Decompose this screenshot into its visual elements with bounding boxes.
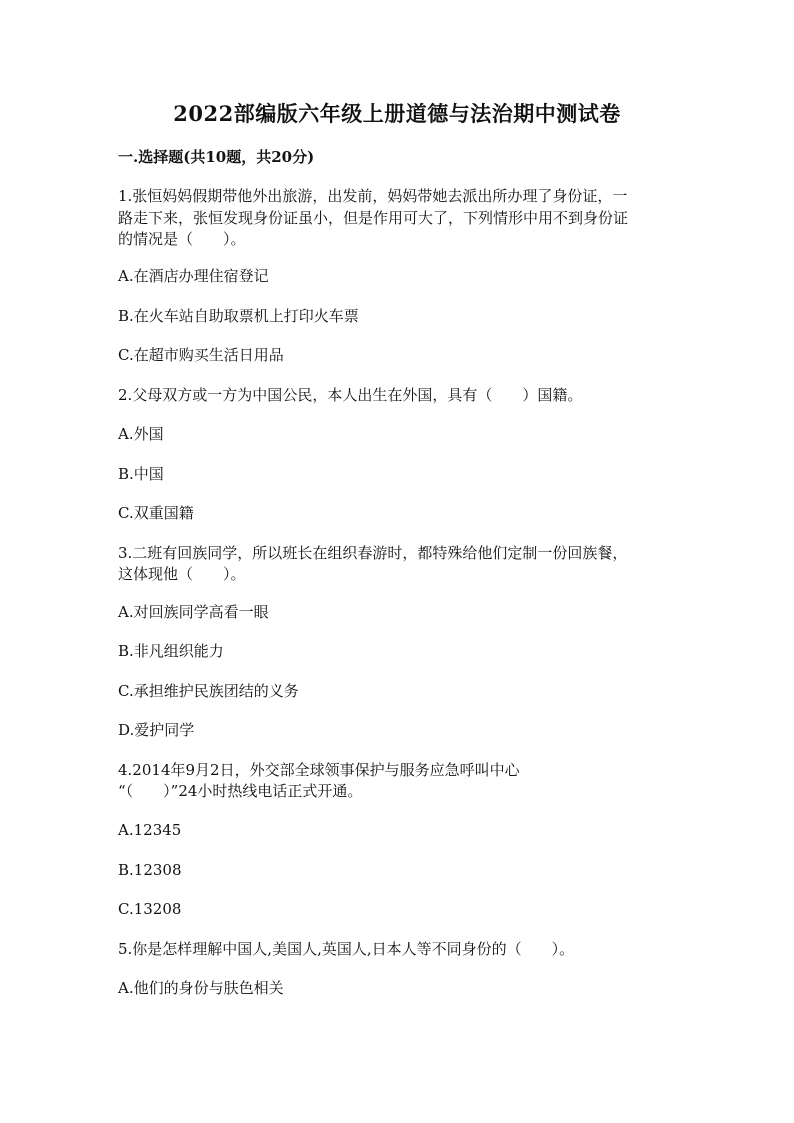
question-3-option-b: B.非凡组织能力 — [118, 642, 224, 660]
question-2-option-a: A.外国 — [118, 425, 164, 443]
question-1-line-3: 的情况是（ ）。 — [118, 230, 246, 248]
question-1-option-b: B.在火车站自助取票机上打印火车票 — [118, 307, 359, 325]
page-title: 2022部编版六年级上册道德与法治期中测试卷 — [173, 101, 621, 126]
question-1-line-2: 路走下来，张恒发现身份证虽小，但是作用可大了，下列情形中用不到身份证 — [118, 209, 629, 227]
question-1-option-c: C.在超市购买生活日用品 — [118, 346, 284, 364]
question-2-line-1: 2.父母双方或一方为中国公民，本人出生在外国，具有（ ）国籍。 — [118, 386, 583, 404]
question-5-line-1: 5.你是怎样理解中国人,美国人,英国人,日本人等不同身份的（ ）。 — [118, 940, 575, 958]
question-3-option-d: D.爱护同学 — [118, 721, 195, 739]
question-1-line-1: 1.张恒妈妈假期带他外出旅游，出发前，妈妈带她去派出所办理了身份证，一 — [118, 187, 628, 205]
question-5-option-a: A.他们的身份与肤色相关 — [118, 979, 284, 997]
question-2-option-c: C.双重国籍 — [118, 504, 194, 522]
question-3-option-c: C.承担维护民族团结的义务 — [118, 682, 299, 700]
question-3-option-a: A.对回族同学高看一眼 — [118, 603, 269, 621]
question-4-option-a: A.12345 — [118, 821, 182, 839]
question-1-option-a: A.在酒店办理住宿登记 — [118, 267, 269, 285]
question-4-option-b: B.12308 — [118, 861, 182, 879]
question-3-line-2: 这体现他（ ）。 — [118, 565, 246, 583]
question-4-line-2: “（ ）”24小时热线电话正式开通。 — [118, 782, 363, 800]
question-4-line-1: 4.2014年9月2日，外交部全球领事保护与服务应急呼叫中心 — [118, 761, 520, 779]
question-4-option-c: C.13208 — [118, 900, 182, 918]
question-2-option-b: B.中国 — [118, 465, 164, 483]
section-heading: 一.选择题(共10题，共20分) — [118, 148, 315, 166]
question-3-line-1: 3.二班有回族同学，所以班长在组织春游时，都特殊给他们定制一份回族餐， — [118, 544, 628, 562]
